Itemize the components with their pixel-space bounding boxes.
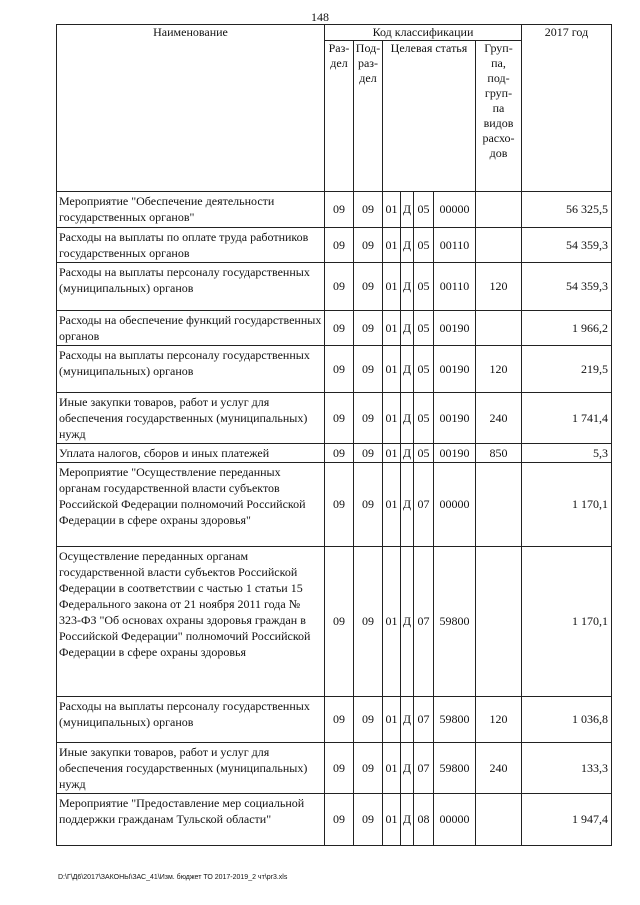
header-classification: Код классификации (325, 25, 522, 41)
file-path-footer: D:\Г\Д6\2017\ЗАКОНЫ\ЗАС_41\Изм. бюджет ТО 2017-2019_2 чт\pr3.xls (58, 874, 288, 881)
row-target-program: 01 (383, 311, 401, 346)
row-expense-group (476, 228, 522, 263)
row-name: Мероприятие "Предоставление мер социальной поддержки гражданам Тульской области" (57, 794, 325, 846)
row-target-event: 05 (414, 393, 434, 444)
row-target-event: 05 (414, 228, 434, 263)
row-section: 09 (325, 794, 354, 846)
row-expense-group: 240 (476, 743, 522, 794)
table-row (57, 743, 612, 794)
row-target-event: 05 (414, 263, 434, 311)
table-row (57, 393, 612, 444)
row-name: Уплата налогов, сборов и иных платежей (57, 444, 325, 463)
row-subsection: 09 (354, 697, 383, 743)
row-target-direction: 59800 (434, 547, 476, 697)
row-target-letter: Д (401, 228, 414, 263)
row-target-direction: 00110 (434, 263, 476, 311)
header-name: Наименование (57, 25, 325, 192)
row-target-event: 05 (414, 311, 434, 346)
row-section: 09 (325, 346, 354, 393)
row-expense-group: 120 (476, 263, 522, 311)
row-amount: 133,3 (522, 743, 612, 794)
row-target-letter: Д (401, 311, 414, 346)
row-section: 09 (325, 192, 354, 228)
row-target-direction: 00110 (434, 228, 476, 263)
row-expense-group (476, 463, 522, 547)
row-expense-group (476, 794, 522, 846)
row-target-direction: 00000 (434, 463, 476, 547)
row-subsection: 09 (354, 444, 383, 463)
table-row (57, 794, 612, 846)
row-amount: 1 966,2 (522, 311, 612, 346)
row-target-event: 08 (414, 794, 434, 846)
row-subsection: 09 (354, 463, 383, 547)
row-expense-group (476, 192, 522, 228)
row-subsection: 09 (354, 192, 383, 228)
row-section: 09 (325, 547, 354, 697)
row-target-program: 01 (383, 444, 401, 463)
table-row (57, 444, 612, 463)
row-amount: 1 170,1 (522, 547, 612, 697)
row-target-program: 01 (383, 346, 401, 393)
row-target-direction: 00190 (434, 393, 476, 444)
row-target-event: 07 (414, 697, 434, 743)
row-section: 09 (325, 393, 354, 444)
row-expense-group (476, 547, 522, 697)
table-row (57, 547, 612, 697)
row-section: 09 (325, 743, 354, 794)
row-target-direction: 59800 (434, 743, 476, 794)
row-name: Иные закупки товаров, работ и услуг для обеспечения государственных (муниципальных) нужд (57, 393, 325, 444)
row-target-event: 07 (414, 743, 434, 794)
budget-table (56, 24, 612, 846)
row-target-event: 05 (414, 192, 434, 228)
row-subsection: 09 (354, 346, 383, 393)
row-target-letter: Д (401, 463, 414, 547)
table-row (57, 192, 612, 228)
row-target-event: 07 (414, 547, 434, 697)
row-expense-group: 850 (476, 444, 522, 463)
row-amount: 54 359,3 (522, 228, 612, 263)
row-target-event: 07 (414, 463, 434, 547)
row-name: Мероприятие "Осуществление переданных органам государственной власти субъектов Российской Федерации полномочий Российской Федерации в сфере охраны здоровья" (57, 463, 325, 547)
row-subsection: 09 (354, 547, 383, 697)
row-target-program: 01 (383, 547, 401, 697)
row-subsection: 09 (354, 311, 383, 346)
row-amount: 1 170,1 (522, 463, 612, 547)
row-target-letter: Д (401, 192, 414, 228)
table-row (57, 228, 612, 263)
row-target-letter: Д (401, 697, 414, 743)
row-amount: 54 359,3 (522, 263, 612, 311)
row-target-event: 05 (414, 444, 434, 463)
table-row (57, 463, 612, 547)
page-number: 148 (311, 10, 329, 24)
row-target-program: 01 (383, 794, 401, 846)
row-target-letter: Д (401, 547, 414, 697)
row-amount: 1 036,8 (522, 697, 612, 743)
row-section: 09 (325, 228, 354, 263)
row-amount: 1 741,4 (522, 393, 612, 444)
header-subsection: Под- раз- дел (354, 41, 383, 192)
row-target-letter: Д (401, 346, 414, 393)
table-row (57, 263, 612, 311)
row-target-program: 01 (383, 463, 401, 547)
row-target-direction: 00190 (434, 444, 476, 463)
row-target-direction: 00000 (434, 192, 476, 228)
header-expense-group: Груп- па, под- груп- па видов расхо- дов (476, 41, 522, 192)
row-name: Расходы на выплаты по оплате труда работников государственных органов (57, 228, 325, 263)
row-expense-group: 240 (476, 393, 522, 444)
row-target-letter: Д (401, 393, 414, 444)
row-target-direction: 00190 (434, 311, 476, 346)
row-subsection: 09 (354, 743, 383, 794)
row-target-letter: Д (401, 263, 414, 311)
row-amount: 5,3 (522, 444, 612, 463)
row-expense-group: 120 (476, 697, 522, 743)
header-year: 2017 год (522, 25, 612, 192)
row-expense-group (476, 311, 522, 346)
row-section: 09 (325, 311, 354, 346)
row-target-direction: 59800 (434, 697, 476, 743)
row-name: Расходы на обеспечение функций государственных органов (57, 311, 325, 346)
row-target-program: 01 (383, 192, 401, 228)
row-amount: 56 325,5 (522, 192, 612, 228)
row-target-program: 01 (383, 697, 401, 743)
row-name: Расходы на выплаты персоналу государственных (муниципальных) органов (57, 346, 325, 393)
row-amount: 219,5 (522, 346, 612, 393)
row-target-letter: Д (401, 444, 414, 463)
row-target-letter: Д (401, 743, 414, 794)
header-section: Раз- дел (325, 41, 354, 192)
table-row (57, 697, 612, 743)
row-target-program: 01 (383, 743, 401, 794)
row-section: 09 (325, 263, 354, 311)
row-name: Расходы на выплаты персоналу государственных (муниципальных) органов (57, 263, 325, 311)
row-subsection: 09 (354, 393, 383, 444)
table-row (57, 346, 612, 393)
row-subsection: 09 (354, 794, 383, 846)
row-subsection: 09 (354, 228, 383, 263)
row-section: 09 (325, 444, 354, 463)
row-target-event: 05 (414, 346, 434, 393)
row-subsection: 09 (354, 263, 383, 311)
row-target-program: 01 (383, 263, 401, 311)
header-target-article: Целевая статья (383, 41, 476, 192)
table-row (57, 311, 612, 346)
row-section: 09 (325, 697, 354, 743)
row-target-letter: Д (401, 794, 414, 846)
row-amount: 1 947,4 (522, 794, 612, 846)
row-name: Иные закупки товаров, работ и услуг для обеспечения государственных (муниципальных) нужд (57, 743, 325, 794)
row-target-program: 01 (383, 393, 401, 444)
row-name: Мероприятие "Обеспечение деятельности государственных органов" (57, 192, 325, 228)
row-name: Осуществление переданных органам государственной власти субъектов Российской Федерации в соответствии с частью 1 статьи 15 Федерального закона от 21 ноября 2011 года № 323-ФЗ "Об основах охраны здоровья граждан в Российской Федерации" полномочий Российской Федерации в сфере охраны здоровья (57, 547, 325, 697)
row-target-direction: 00000 (434, 794, 476, 846)
row-section: 09 (325, 463, 354, 547)
row-target-program: 01 (383, 228, 401, 263)
row-expense-group: 120 (476, 346, 522, 393)
row-name: Расходы на выплаты персоналу государственных (муниципальных) органов (57, 697, 325, 743)
row-target-direction: 00190 (434, 346, 476, 393)
